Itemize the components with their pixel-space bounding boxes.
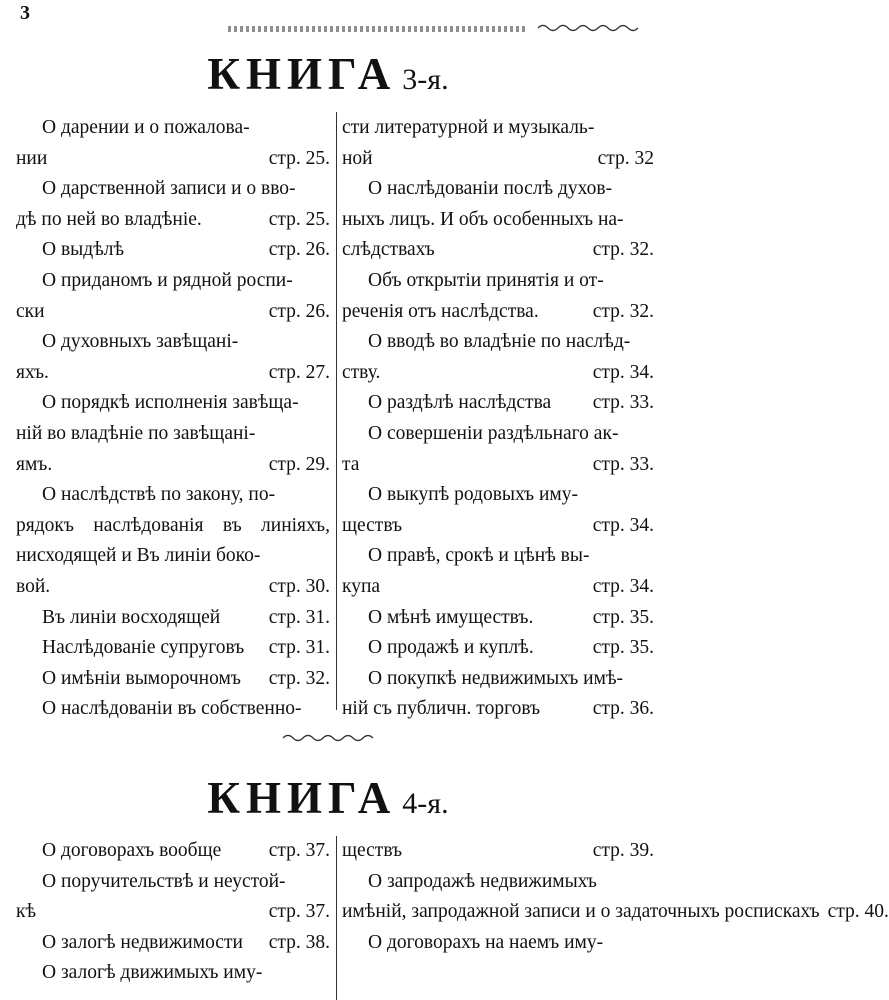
- entry-reference-line: [16, 603, 330, 634]
- toc-entry: [16, 480, 330, 602]
- toc-entry: [342, 867, 889, 928]
- entry-reference-line: [16, 572, 330, 603]
- entry-title: О наслѣдованіи въ собственно-: [42, 698, 302, 720]
- entry-title: О наслѣдствѣ по закону, по-: [42, 484, 276, 506]
- toc-entry: [16, 266, 330, 327]
- entry-title-continued: рядокъ наслѣдованія въ линіяхъ, нисходящей и Въ линіи боко-: [16, 514, 330, 567]
- page-reference: стр. 34.: [592, 361, 654, 383]
- toc-entry: [16, 958, 330, 989]
- page-reference: стр. 29.: [268, 453, 330, 475]
- entry-reference-line: [342, 358, 654, 389]
- entry-reference-line: [342, 450, 654, 481]
- entry-title-end: О договорахъ вообще: [42, 840, 222, 861]
- top-wave-ornament-icon: [538, 20, 638, 36]
- entry-reference-line: [342, 603, 654, 634]
- entry-title-end: ски: [16, 300, 45, 322]
- top-decorative-rule: [228, 26, 528, 32]
- entry-reference-line: [16, 235, 330, 266]
- entry-reference-line: [16, 297, 330, 328]
- entry-title-continued: ній во владѣніе по завѣщані-: [16, 422, 256, 444]
- page-reference: стр. 26.: [268, 239, 330, 261]
- toc-entry: [16, 694, 330, 725]
- entry-title-end: ній съ публичн. торговъ: [342, 698, 541, 720]
- entry-reference-line: [16, 633, 330, 664]
- entry-title: О дарении и о пожалова-: [42, 117, 250, 138]
- entry-reference-line: [342, 572, 654, 603]
- toc-entry: [342, 419, 654, 480]
- entry-reference-line: [342, 836, 654, 867]
- entry-title-end: О продажѣ и куплѣ.: [368, 637, 534, 659]
- entry-title: О дарственной записи и о вво-: [42, 178, 296, 200]
- section-divider-ornament-icon: [283, 731, 375, 745]
- book3-title: КНИГА: [207, 49, 397, 99]
- toc-entry: [342, 327, 654, 388]
- page-reference: стр. 37.: [268, 901, 330, 923]
- toc-entry: [16, 836, 330, 867]
- entry-reference-line: [342, 633, 654, 664]
- entry-title-end: ямъ.: [16, 453, 53, 475]
- entry-reference-line: [16, 205, 330, 236]
- entry-reference-line: [342, 297, 654, 328]
- entry-reference-line: [16, 144, 330, 175]
- entry-reference-line: [342, 388, 654, 419]
- entry-title: О вводѣ во владѣніе по наслѣд-: [368, 331, 631, 353]
- page-reference: стр. 27.: [268, 361, 330, 383]
- toc-entry: [342, 113, 654, 174]
- toc-entry: [342, 480, 654, 541]
- entry-reference-line: [342, 897, 889, 928]
- page-reference: стр. 38.: [268, 931, 330, 953]
- toc-entry: [342, 388, 654, 419]
- entry-title-end: Въ линіи восходящей: [42, 606, 221, 628]
- book4-column-divider: [336, 836, 337, 1000]
- entry-title: О покупкѣ недвижимыхъ имѣ-: [368, 667, 624, 689]
- book4-right-column: [342, 836, 889, 958]
- entry-title: О запродажѣ недвижимыхъ: [368, 870, 597, 892]
- page-reference: стр. 32.: [592, 300, 654, 322]
- entry-reference-line: [342, 511, 654, 542]
- page-reference: стр. 31.: [268, 637, 330, 659]
- toc-entry: [16, 113, 330, 174]
- page-reference: стр. 26.: [268, 300, 330, 322]
- page-reference: стр. 36.: [592, 698, 654, 720]
- page-number: 3: [20, 2, 30, 24]
- toc-entry: [16, 388, 330, 480]
- toc-entry: [16, 603, 330, 634]
- toc-entry: [16, 867, 330, 928]
- entry-title: О правѣ, срокѣ и цѣнѣ вы-: [368, 545, 590, 567]
- entry-title-end: О залогѣ недвижимости: [42, 931, 243, 953]
- page-reference: стр. 32.: [268, 667, 330, 689]
- entry-reference-line: [16, 836, 330, 867]
- entry-continuation: сти литературной и музыкаль-: [342, 117, 595, 138]
- toc-entry: [16, 235, 330, 266]
- entry-title-end: Наслѣдованіе супруговъ: [42, 637, 245, 659]
- page-reference: стр. 34.: [592, 514, 654, 536]
- page-reference: стр. 33.: [592, 392, 654, 414]
- entry-title-end: ществъ: [342, 514, 403, 536]
- entry-reference-line: [16, 450, 330, 481]
- entry-title: О поручительствѣ и неустой-: [42, 870, 286, 892]
- page-reference: стр. 35.: [592, 606, 654, 628]
- page-reference: стр. 40.: [827, 901, 889, 923]
- book3-column-divider: [336, 112, 337, 710]
- entry-title: О порядкѣ исполненія завѣща-: [42, 392, 299, 414]
- entry-title-end: О раздѣлѣ наслѣдства: [368, 392, 552, 414]
- page-reference: стр. 34.: [592, 575, 654, 597]
- book3-left-column: [16, 113, 330, 725]
- entry-title: О наслѣдованіи послѣ духов-: [368, 178, 613, 200]
- page-reference: стр. 25.: [268, 147, 330, 169]
- entry-title-end: слѣдствахъ: [342, 239, 435, 261]
- toc-entry: [342, 836, 654, 867]
- entry-reference-line: [342, 144, 654, 175]
- toc-entry: [342, 174, 654, 266]
- entry-title-end: реченія отъ наслѣдства.: [342, 300, 539, 322]
- entry-title-end: О выдѣлѣ: [42, 239, 125, 261]
- toc-entry: [16, 664, 330, 695]
- entry-title-end: яхъ.: [16, 361, 49, 383]
- book3-heading: [0, 48, 656, 100]
- toc-entry: [342, 633, 654, 664]
- toc-entry: [342, 603, 654, 634]
- entry-title-end: та: [342, 453, 360, 475]
- toc-entry: [342, 541, 654, 602]
- entry-title-end: О мѣнѣ имуществъ.: [368, 606, 534, 628]
- entry-reference-line: [16, 358, 330, 389]
- entry-title: О выкупѣ родовыхъ иму-: [368, 484, 579, 506]
- page-reference: стр. 30.: [268, 575, 330, 597]
- toc-entry: [342, 266, 654, 327]
- toc-entry: [342, 664, 654, 725]
- entry-title-end: ной: [342, 147, 373, 169]
- entry-title: О совершеніи раздѣльнаго ак-: [368, 422, 619, 444]
- book3-number: 3-я.: [402, 63, 449, 96]
- entry-title: О духовныхъ завѣщані-: [42, 331, 239, 353]
- entry-reference-line: [16, 928, 330, 959]
- page-reference: стр. 25.: [268, 208, 330, 230]
- page-reference: стр. 37.: [268, 840, 330, 861]
- book3-right-column: [342, 113, 654, 725]
- entry-reference-line: [16, 897, 330, 928]
- entry-title-end: ществъ: [342, 840, 403, 861]
- toc-entry: [16, 928, 330, 959]
- toc-entry: [16, 633, 330, 664]
- entry-title-end: О имѣніи выморочномъ: [42, 667, 241, 689]
- entry-title-end: вой.: [16, 575, 51, 597]
- entry-title-end: нии: [16, 147, 48, 169]
- page-reference: стр. 32: [597, 147, 654, 169]
- entry-title: Объ открытіи принятія и от-: [368, 269, 604, 291]
- page-reference: стр. 35.: [592, 637, 654, 659]
- page-reference: стр. 33.: [592, 453, 654, 475]
- toc-entry: [16, 327, 330, 388]
- page-reference: стр. 32.: [592, 239, 654, 261]
- entry-title-continued: ныхъ лицъ. И объ особенныхъ на-: [342, 208, 624, 230]
- page-reference: стр. 31.: [268, 606, 330, 628]
- entry-reference-line: [342, 235, 654, 266]
- entry-title-end: кѣ: [16, 901, 37, 923]
- book4-left-column: [16, 836, 330, 989]
- entry-title: О приданомъ и рядной роспи-: [42, 269, 293, 291]
- entry-reference-line: [16, 664, 330, 695]
- toc-entry: [16, 174, 330, 235]
- toc-entry: [342, 928, 654, 959]
- entry-reference-line: [342, 694, 654, 725]
- book4-title: КНИГА: [207, 773, 397, 823]
- entry-title-end: имѣній, запродажной записи и о задаточныхъ роспискахъ: [342, 901, 820, 923]
- book4-number: 4-я.: [402, 787, 449, 820]
- page-reference: стр. 39.: [592, 840, 654, 861]
- entry-title-end: дѣ по ней во владѣніе.: [16, 208, 202, 230]
- entry-title-end: купа: [342, 575, 381, 597]
- book4-heading: [0, 772, 656, 824]
- entry-title-end: ству.: [342, 361, 381, 383]
- entry-title: О договорахъ на наемъ иму-: [368, 931, 604, 953]
- entry-title: О залогѣ движимыхъ иму-: [42, 962, 263, 984]
